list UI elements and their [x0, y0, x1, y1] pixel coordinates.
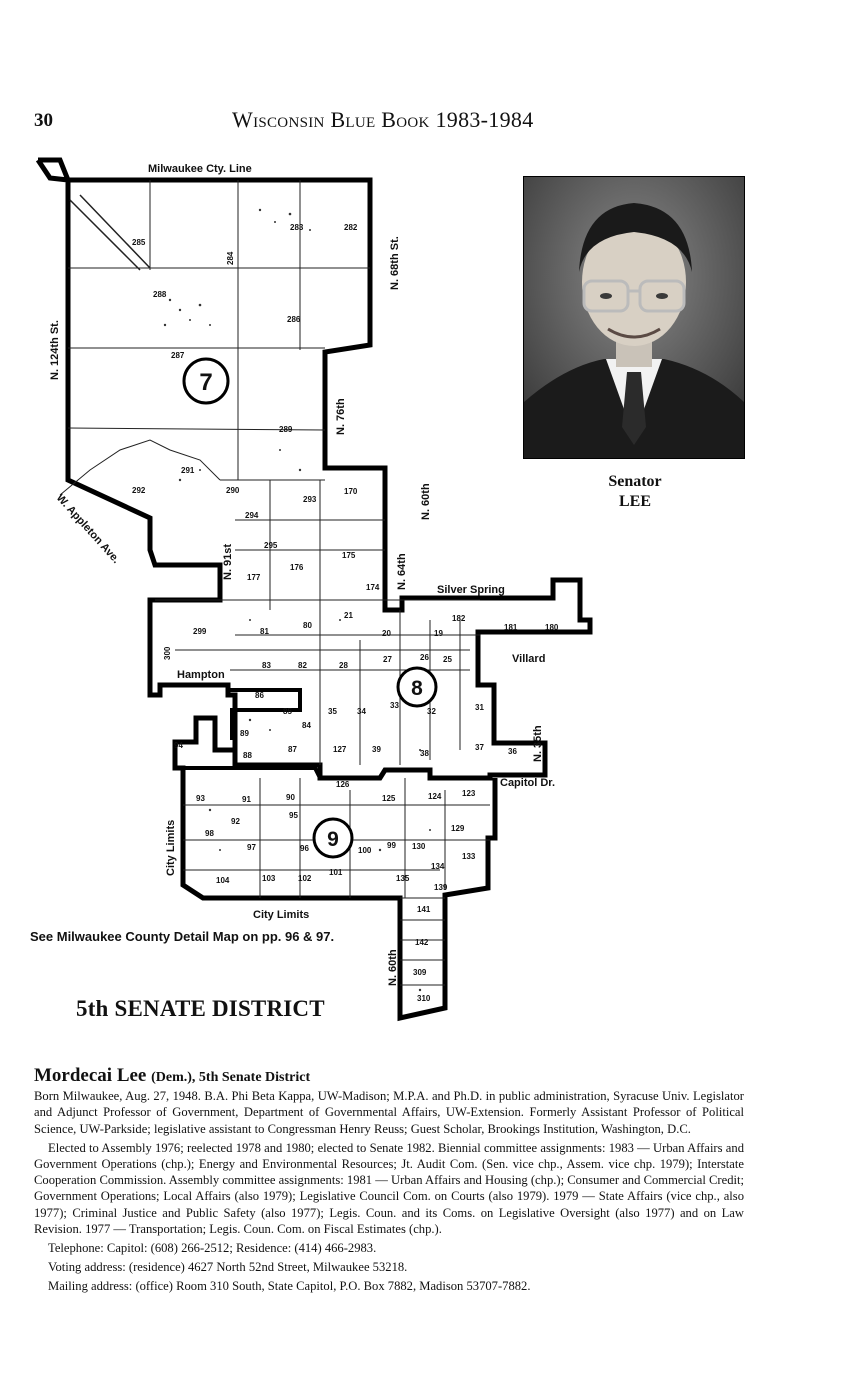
ward-286: 286 — [287, 315, 301, 324]
district-marker-7 — [184, 359, 228, 403]
ward-292: 292 — [132, 486, 146, 495]
bio-name: Mordecai Lee — [34, 1065, 147, 1086]
ward-124: 124 — [428, 792, 442, 801]
ward-84: 84 — [302, 721, 311, 730]
bio-voting-address: Voting address: (residence) 4627 North 52nd Street, Milwaukee 53218. — [48, 1260, 408, 1275]
ward-89: 89 — [240, 729, 249, 738]
label-capitol-dr: Capitol Dr. — [500, 777, 556, 789]
ward-82: 82 — [298, 661, 307, 670]
ward-lines — [60, 180, 490, 985]
ward-103: 103 — [262, 874, 276, 883]
ward-127: 127 — [333, 745, 347, 754]
ward-134: 134 — [431, 862, 445, 871]
ward-36: 36 — [508, 747, 517, 756]
ward-310: 310 — [417, 994, 431, 1003]
ward-100: 100 — [358, 846, 372, 855]
ward-20: 20 — [382, 629, 391, 638]
ward-31: 31 — [475, 703, 484, 712]
ward-35: 35 — [328, 707, 337, 716]
bio-paragraph-2: Elected to Assembly 1976; reelected 1978 and 1980; elected to Senate 1982. Biennial committee assignments: 1983 — Urban Affairs and Government Operations (chp.); Energy and Environmental Resources; Jt. Audit Com. (Sen. vice chp., Assem. vice chp. 1979); Interstate Cooperation Commission. Assembly committee assignments: 1981 — Urban Affairs and Housing (chp.); Consumer and Commercial Credit; Government Operations; Local Affairs (also 1979); Legislative Council Com. on Courts (also 1979). 1979 — State Affairs (vice chp., also 1977); Criminal Justice and Public Safety (also 1977); Legis. Coun. and its Coms. on Legislative Oversight (also 1977) and on Law Revision. 1977 — Transportation; Legis. Coun. Com. on Fiscal Estimates (chp.). — [34, 1140, 744, 1236]
ward-299: 299 — [193, 627, 207, 636]
ward-87: 87 — [288, 745, 297, 754]
ward-34: 34 — [357, 707, 366, 716]
running-title — [232, 107, 534, 133]
map-reference-note: See Milwaukee County Detail Map on pp. 96 & 97. — [30, 929, 335, 944]
district-number-9: 9 — [327, 828, 339, 851]
ward-81: 81 — [260, 627, 269, 636]
label-n60a: N. 60th — [420, 483, 432, 520]
caption-line1: Senator — [608, 473, 662, 490]
label-villard: Villard — [512, 653, 546, 665]
biography — [34, 1065, 744, 1298]
label-milwaukee-cty-line: Milwaukee Cty. Line — [148, 163, 252, 175]
ward-101: 101 — [329, 868, 343, 877]
bio-mailing-address: Mailing address: (office) Room 310 South, State Capitol, P.O. Box 7882, Madison 53707-7882. — [48, 1279, 531, 1294]
label-city-limits-bottom: City Limits — [253, 909, 310, 921]
ward-293: 293 — [303, 495, 317, 504]
running-title-years: 1983-1984 — [435, 107, 534, 132]
ward-284: 284 — [226, 251, 235, 265]
district-divider-8-9 — [183, 768, 320, 778]
district-map — [0, 150, 600, 1030]
ward-175: 175 — [342, 551, 356, 560]
bio-heading — [34, 1065, 744, 1086]
ward-290: 290 — [226, 486, 240, 495]
ward-96: 96 — [300, 844, 309, 853]
ward-26: 26 — [420, 653, 429, 662]
ward-33: 33 — [390, 701, 399, 710]
label-silver-spring: Silver Spring — [437, 584, 505, 596]
ward-126: 126 — [336, 780, 350, 789]
ward-85: 85 — [283, 707, 292, 716]
district-number-8: 8 — [411, 677, 423, 700]
ward-99: 99 — [387, 841, 396, 850]
ward-129: 129 — [451, 824, 465, 833]
ward-numbers — [132, 223, 559, 1003]
senator-photo — [523, 176, 745, 459]
label-city-limits-side: City Limits — [165, 819, 177, 876]
label-n68: N. 68th St. — [389, 236, 401, 290]
ward-309: 309 — [413, 968, 427, 977]
ward-32: 32 — [427, 707, 436, 716]
ward-291: 291 — [181, 466, 195, 475]
ward-287: 287 — [171, 351, 185, 360]
ward-181: 181 — [504, 623, 518, 632]
ward-97: 97 — [247, 843, 256, 852]
page-number: 30 — [34, 110, 53, 131]
bio-paragraph-1: Born Milwaukee, Aug. 27, 1948. B.A. Phi Beta Kappa, UW-Madison; M.P.A. and Ph.D. in public administration, Syracuse Univ. Legislator and Adjunct Professor of Government, Department of Governmental Affairs, UW-Extension. Formerly Assistant Professor of Political Science, UW-Parkside; legislative assistant to Congressman Henry Reuss; Guest Scholar, Brookings Institution, Washington, D.C. — [34, 1089, 744, 1136]
ward-98: 98 — [205, 829, 214, 838]
ward-90: 90 — [286, 793, 295, 802]
label-n60b: N. 60th — [387, 949, 399, 986]
ward-130: 130 — [412, 842, 426, 851]
photo-caption — [580, 472, 690, 512]
ward-21: 21 — [344, 611, 353, 620]
ward-38: 38 — [420, 749, 429, 758]
ward-180: 180 — [545, 623, 559, 632]
ward-283: 283 — [290, 223, 304, 232]
running-title-text: Wisconsin Blue Book — [232, 107, 430, 132]
label-n64: N. 64th — [396, 553, 408, 590]
ward-133: 133 — [462, 852, 476, 861]
ward-141: 141 — [417, 905, 431, 914]
ward-123: 123 — [462, 789, 476, 798]
ward-125: 125 — [382, 794, 396, 803]
ward-170: 170 — [344, 487, 358, 496]
ward-19: 19 — [434, 629, 443, 638]
district-marker-9 — [314, 819, 352, 857]
district-title: 5th SENATE DISTRICT — [76, 996, 325, 1021]
ward-139: 139 — [434, 883, 448, 892]
ward-28: 28 — [339, 661, 348, 670]
label-n91: N. 91st — [222, 543, 234, 580]
ward-104: 104 — [216, 876, 230, 885]
label-n35: N. 35th — [532, 725, 544, 762]
ward-300: 300 — [163, 646, 172, 660]
ward-27: 27 — [383, 655, 392, 664]
ward-135: 135 — [396, 874, 410, 883]
label-n76: N. 76th — [335, 398, 347, 435]
ward-91: 91 — [242, 795, 251, 804]
ward-174: 174 — [366, 583, 380, 592]
ward-25: 25 — [443, 655, 452, 664]
ward-282: 282 — [344, 223, 358, 232]
ward-92: 92 — [231, 817, 240, 826]
ward-37: 37 — [475, 743, 484, 752]
bio-telephone: Telephone: Capitol: (608) 266-2512; Residence: (414) 466-2983. — [48, 1241, 377, 1256]
caption-line2: LEE — [618, 493, 651, 510]
ward-86: 86 — [255, 691, 264, 700]
ward-93: 93 — [196, 794, 205, 803]
ward-182: 182 — [452, 614, 466, 623]
bio-affiliation: (Dem.), 5th Senate District — [151, 1070, 311, 1085]
ward-80: 80 — [303, 621, 312, 630]
ward-176: 176 — [290, 563, 304, 572]
ward-142: 142 — [415, 938, 429, 947]
ward-94: 94 — [174, 741, 183, 750]
ward-102: 102 — [298, 874, 312, 883]
label-appleton: W. Appleton Ave. — [53, 491, 122, 566]
ward-288: 288 — [153, 290, 167, 299]
ward-39: 39 — [372, 745, 381, 754]
label-hampton: Hampton — [177, 669, 225, 681]
ward-289: 289 — [279, 425, 293, 434]
label-n124: N. 124th St. — [49, 320, 61, 380]
district-marker-8 — [398, 668, 436, 706]
ward-95: 95 — [289, 811, 298, 820]
ward-177: 177 — [247, 573, 261, 582]
district-number-7: 7 — [199, 369, 213, 396]
district-boundary — [38, 160, 590, 1018]
ward-88: 88 — [243, 751, 252, 760]
ward-285: 285 — [132, 238, 146, 247]
ward-295: 295 — [264, 541, 278, 550]
ward-294: 294 — [245, 511, 259, 520]
ward-83: 83 — [262, 661, 271, 670]
portrait-illustration — [524, 177, 744, 458]
